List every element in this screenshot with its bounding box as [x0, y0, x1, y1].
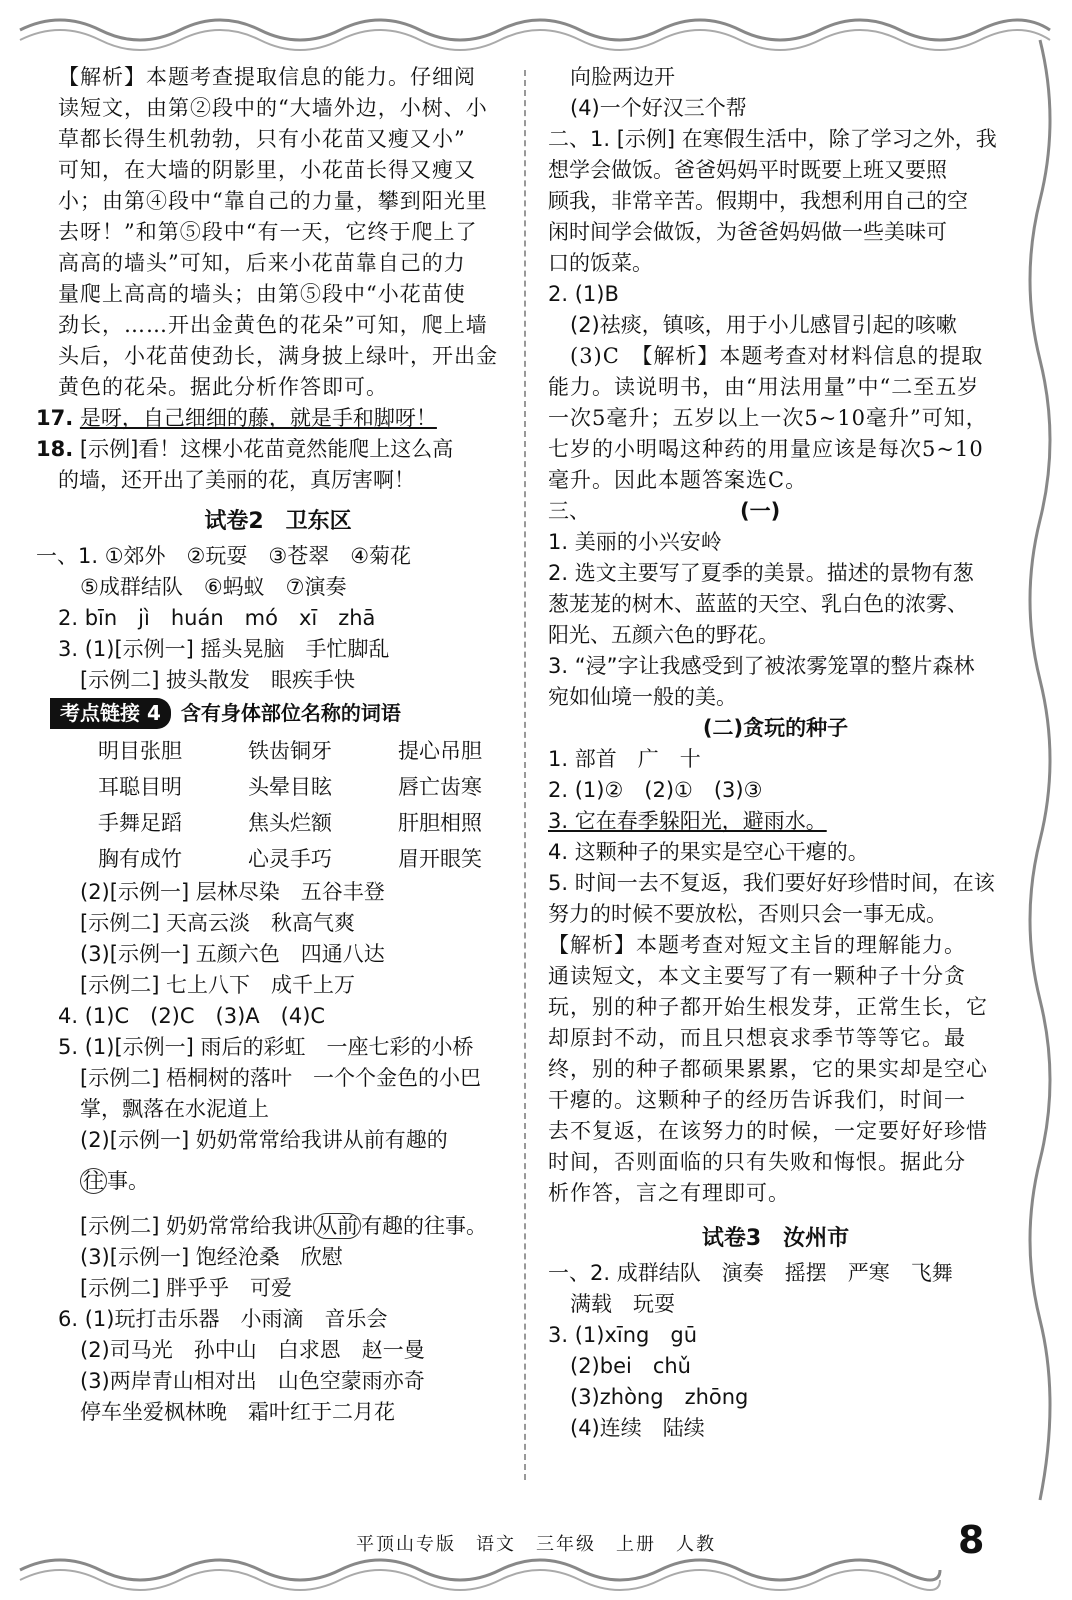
answer-line: (4)连续 陆续	[570, 1416, 705, 1440]
idiom: 明目张胆	[98, 739, 182, 763]
answer-line: 毫升。因此本题答案选C。	[548, 468, 808, 492]
answer-line: 一、1. ①郊外 ②玩耍 ③苍翠 ④菊花	[36, 544, 412, 568]
answer-line: 3. “浸”字让我感受到了被浓雾笼罩的整片森林	[548, 654, 975, 678]
idiom: 焦头烂额	[248, 811, 332, 835]
answer-line: (2)司马光 孙中山 白求恩 赵一曼	[80, 1338, 425, 1362]
analysis-line: 高高的墙头”可知，后来小花苗靠自己的力	[58, 251, 466, 275]
answer-text: 有趣的往事。	[361, 1214, 488, 1238]
answer-line	[58, 1211, 498, 1242]
circled-char: 往	[80, 1168, 107, 1194]
answer-line: ⑤成群结队 ⑥蚂蚁 ⑦演奏	[80, 575, 347, 599]
answer-line: 向脸两边开	[570, 65, 675, 89]
analysis-line: 终，别的种子都硕果累累，它的果实却是空心	[548, 1057, 988, 1081]
answer-line: (3)[示例一] 五颜六色 四通八达	[80, 942, 385, 966]
answer-18	[36, 434, 498, 465]
answer-text: 事。	[107, 1169, 149, 1193]
analysis-line: 【解析】本题考查提取信息的能力。仔细阅	[58, 65, 476, 89]
answer-line: 2. 选文主要写了夏季的美景。描述的景物有葱	[548, 561, 974, 585]
answer-line: 掌，飘落在水泥道上	[80, 1097, 269, 1121]
left-column	[36, 62, 498, 1428]
idiom: 心灵手巧	[248, 847, 332, 871]
analysis-line: 析作答，言之有理即可。	[548, 1181, 790, 1205]
answer-line: 七岁的小明喝这种药的用量应该是每次5~10	[548, 437, 984, 461]
section-number: 三、	[548, 499, 590, 523]
analysis-line: 头后，小花苗使劲长，满身披上绿叶，开出金	[58, 344, 498, 368]
idiom: 提心吊胆	[398, 739, 482, 763]
idiom: 眉开眼笑	[398, 847, 482, 871]
answer-text: 的墙，还开出了美丽的花，真厉害啊！	[58, 468, 415, 492]
answer-line: 1. 美丽的小兴安岭	[548, 530, 722, 554]
analysis-line: 却原封不动，而且只想哀求季节等等它。最	[548, 1026, 966, 1050]
answer-line: 二、1. [示例] 在寒假生活中，除了学习之外，我	[548, 127, 997, 151]
answer-line: 阳光、五颜六色的野花。	[548, 623, 779, 647]
answer-line: 满载 玩耍	[570, 1292, 675, 1316]
analysis-line: 【解析】本题考查对短文主旨的理解能力。	[548, 933, 966, 957]
analysis-line: 黄色的花朵。据此分析作答即可。	[58, 375, 388, 399]
section-title: 试卷2 卫东区	[204, 509, 352, 534]
answer-text: [示例二] 奶奶常常给我讲	[80, 1214, 314, 1238]
answer-line: [示例二] 胖乎乎 可爱	[80, 1276, 293, 1300]
subsection-title: (一)	[740, 499, 781, 523]
answer-line: 口的饭菜。	[548, 251, 653, 275]
idiom: 胸有成竹	[98, 847, 182, 871]
answer-line	[58, 1166, 498, 1197]
analysis-line: 读短文，由第②段中的“大墙外边，小树、小	[58, 96, 488, 120]
analysis-line: 量爬上高高的墙头；由第⑤段中“小花苗使	[58, 282, 466, 306]
subsection-title: (二)贪玩的种子	[702, 716, 849, 740]
idiom: 肝胆相照	[398, 811, 482, 835]
page-footer: 平顶山专版 语文 三年级 上册 人教	[356, 1534, 716, 1555]
analysis-line: 去不复返，在该努力的时候，一定要好好珍惜	[548, 1119, 988, 1143]
idiom: 手舞足蹈	[98, 811, 182, 835]
analysis-line: 草都长得生机勃勃，只有小花苗又瘦又小”	[58, 127, 466, 151]
question-number: 18.	[36, 437, 74, 461]
answer-line: [示例二] 天高云淡 秋高气爽	[80, 911, 356, 935]
answer-line: 3. 它在春季躲阳光，避雨水。	[548, 809, 827, 833]
answer-line: (3)zhòng zhōng	[570, 1385, 749, 1409]
answer-line: 宛如仙境一般的美。	[548, 685, 737, 709]
page-number: 8	[958, 1518, 985, 1562]
answer-line: 6. (1)玩打击乐器 小雨滴 音乐会	[58, 1307, 388, 1331]
answer-line: (2)bei chǔ	[570, 1354, 691, 1378]
answer-line: (3)C 【解析】本题考查对材料信息的提取	[570, 344, 984, 368]
answer-line: 想学会做饭。爸爸妈妈平时既要上班又要照	[548, 158, 947, 182]
answer-text: [示例]看！这棵小花苗竟然能爬上这么高	[79, 437, 454, 461]
answer-line: [示例二] 披头散发 眼疾手快	[80, 668, 356, 692]
answer-line: 能力。读说明书，由“用法用量”中“二至五岁	[548, 375, 980, 399]
answer-line: 1. 部首 广 十	[548, 747, 701, 771]
analysis-line: 时间，否则面临的只有失败和悔恨。据此分	[548, 1150, 966, 1174]
answer-line: (4)一个好汉三个帮	[570, 96, 747, 120]
answer-line: 一次5毫升；五岁以上一次5~10毫升”可知，	[548, 406, 988, 430]
knowledge-link-badge: 考点链接 4	[50, 698, 171, 729]
answer-17	[36, 403, 498, 434]
question-number: 17.	[36, 406, 74, 430]
analysis-line: 去呀！”和第⑤段中“有一天，它终于爬上了	[58, 220, 478, 244]
answer-line: 3. (1)[示例一] 摇头晃脑 手忙脚乱	[58, 637, 390, 661]
answer-line: 顾我，非常辛苦。假期中，我想利用自己的空	[548, 189, 968, 213]
answer-line: 4. (1)C (2)C (3)A (4)C	[58, 1004, 326, 1028]
answer-line: 一、2. 成群结队 演奏 摇摆 严寒 飞舞	[548, 1261, 953, 1285]
analysis-line: 小；由第④段中“靠自己的力量，攀到阳光里	[58, 189, 488, 213]
answer-line: 4. 这颗种子的果实是空心干瘪的。	[548, 840, 869, 864]
knowledge-link	[50, 698, 498, 729]
answer-line: (3)两岸青山相对出 山色空蒙雨亦奇	[80, 1369, 425, 1393]
idiom-grid	[58, 733, 498, 877]
analysis-line: 通读短文，本文主要写了有一颗种子十分贪	[548, 964, 966, 988]
answer-text: 是呀，自己细细的藤，就是手和脚呀！	[79, 406, 437, 430]
answer-line: 5. (1)[示例一] 雨后的彩虹 一座七彩的小桥	[58, 1035, 474, 1059]
analysis-line: 可知，在大墙的阴影里，小花苗长得又瘦又	[58, 158, 476, 182]
answer-line: (2)祛痰，镇咳，用于小儿感冒引起的咳嗽	[570, 313, 957, 337]
answer-line: (2)[示例一] 层林尽染 五谷丰登	[80, 880, 385, 904]
idiom: 唇亡齿寒	[398, 775, 482, 799]
answer-line: 2. bīn jì huán mó xī zhā	[58, 606, 376, 630]
idiom: 耳聪目明	[98, 775, 182, 799]
answer-line: (2)[示例一] 奶奶常常给我讲从前有趣的	[80, 1128, 448, 1152]
analysis-line: 玩，别的种子都开始生根发芽，正常生长，它	[548, 995, 988, 1019]
right-column	[548, 62, 1003, 1444]
answer-line: 闲时间学会做饭，为爸爸妈妈做一些美味可	[548, 220, 947, 244]
answer-line: 停车坐爱枫林晚 霜叶红于二月花	[80, 1400, 395, 1424]
answer-line: [示例二] 梧桐树的落叶 一个个金色的小巴	[80, 1066, 482, 1090]
answer-line: 3. (1)xīng gū	[548, 1323, 697, 1347]
answer-line: 2. (1)② (2)① (3)③	[548, 778, 763, 802]
answer-line: [示例二] 七上八下 成千上万	[80, 973, 356, 997]
section-title: 试卷3 汝州市	[701, 1226, 850, 1251]
answer-line: 努力的时候不要放松，否则只会一事无成。	[548, 902, 947, 926]
analysis-line: 劲长，……开出金黄色的花朵”可知，爬上墙	[58, 313, 488, 337]
circled-word: 从前	[313, 1213, 361, 1239]
answer-line: 2. (1)B	[548, 282, 619, 306]
knowledge-link-title: 含有身体部位名称的词语	[180, 701, 401, 725]
answer-line: 葱茏茏的树木、蓝蓝的天空、乳白色的浓雾、	[548, 592, 968, 616]
idiom: 铁齿铜牙	[248, 739, 332, 763]
answer-line: 5. 时间一去不复返，我们要好好珍惜时间，在该	[548, 871, 995, 895]
answer-line: (3)[示例一] 饱经沧桑 欣慰	[80, 1245, 343, 1269]
analysis-line: 干瘪的。这颗种子的经历告诉我们，时间一	[548, 1088, 966, 1112]
section-heading	[548, 496, 1003, 527]
idiom: 头晕目眩	[248, 775, 332, 799]
